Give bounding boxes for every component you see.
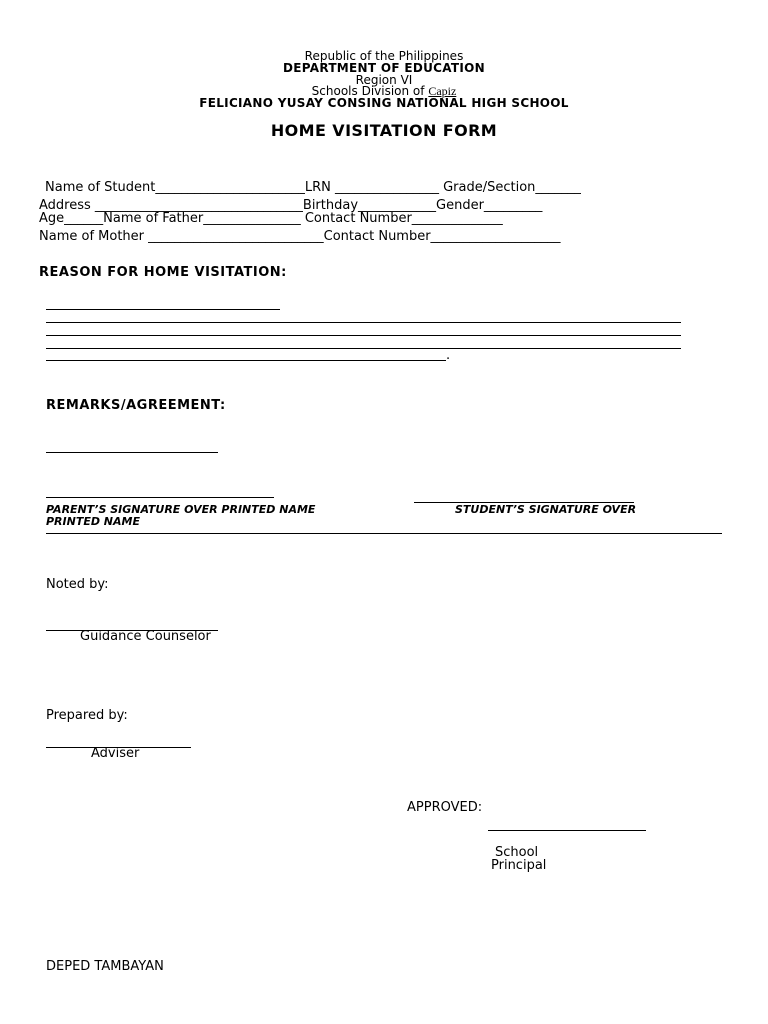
- reason-line-5: [46, 360, 446, 361]
- student-info-row-2: Address ________________________________Birthday____________Gender_________: [39, 198, 543, 213]
- student-info-row-1: Name of Student_______________________LRN ________________ Grade/Section_______: [45, 180, 581, 195]
- reason-line-2: [46, 322, 681, 323]
- parent-signature-label: PARENT’S SIGNATURE OVER PRINTED NAME: [46, 503, 316, 516]
- reason-line-1: [46, 309, 280, 310]
- printed-name-label: PRINTED NAME: [46, 515, 140, 528]
- footer-text: DEPED TAMBAYAN: [46, 959, 164, 974]
- region-text: Region VI: [355, 73, 413, 87]
- reason-line-3: [46, 335, 681, 336]
- division-prefix: Schools Division of: [311, 84, 429, 98]
- parent-signature-line: [46, 497, 274, 498]
- adviser-label: Adviser: [91, 746, 140, 761]
- noted-by-label: Noted by:: [46, 577, 109, 592]
- principal-label-line-1: School: [495, 845, 539, 860]
- remarks-line: [46, 452, 218, 453]
- principal-signature-line: [488, 830, 646, 831]
- reason-line-4: [46, 348, 681, 349]
- school-name: FELICIANO YUSAY CONSING NATIONAL HIGH SCHOOL: [199, 96, 569, 110]
- reason-heading: REASON FOR HOME VISITATION:: [39, 265, 287, 280]
- student-signature-label: STUDENT’S SIGNATURE OVER: [455, 503, 637, 516]
- guidance-counselor-label: Guidance Counselor: [80, 629, 211, 644]
- student-info-row-4: Name of Mother ___________________________Contact Number____________________: [39, 229, 561, 244]
- reason-end-mark: .: [446, 348, 451, 363]
- principal-label-line-2: Principal: [491, 858, 547, 873]
- signature-divider: [46, 533, 722, 534]
- department-text: DEPARTMENT OF EDUCATION: [282, 61, 485, 75]
- student-info-row-3: Age______Name of Father_______________ Contact Number______________: [39, 211, 503, 226]
- division-name: Capiz: [428, 84, 457, 98]
- form-title: HOME VISITATION FORM: [270, 121, 498, 140]
- prepared-by-label: Prepared by:: [46, 708, 128, 723]
- approved-label: APPROVED:: [407, 800, 483, 815]
- republic-text: Republic of the Philippines: [304, 49, 464, 63]
- remarks-heading: REMARKS/AGREEMENT:: [46, 398, 226, 413]
